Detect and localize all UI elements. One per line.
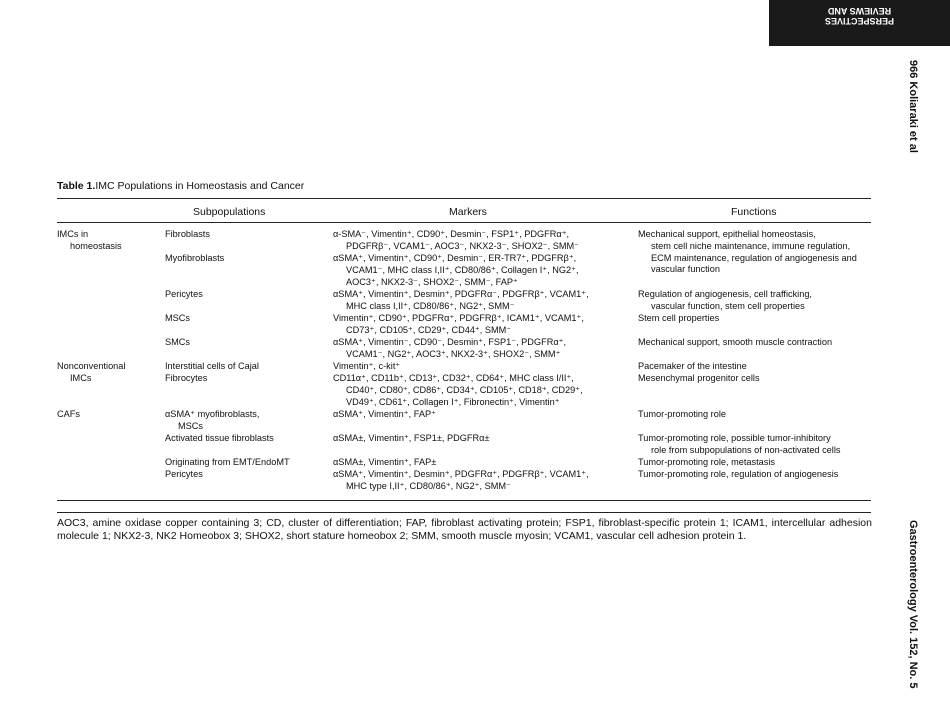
cell-line: Vimentin⁺, c-kit⁺	[333, 361, 401, 371]
cell-line: α-SMA⁻, Vimentin⁺, CD90⁺, Desmin⁻, FSP1⁺, PDGFRα⁺,	[333, 229, 570, 239]
cell-line: αSMA⁺, Vimentin⁺, Desmin⁺, PDGFRα⁺, PDGFRβ⁺, VCAM1⁺,	[333, 469, 589, 479]
subpopulation-cell	[165, 361, 259, 373]
markers-cell	[333, 229, 579, 253]
functions-cell	[638, 469, 838, 481]
markers-cell	[333, 373, 583, 408]
cell-line: αSMA±, Vimentin⁺, FAP±	[333, 457, 437, 467]
subpopulation-cell	[165, 229, 210, 241]
cell-line: MHC type I,II⁺, CD80/86⁺, NG2⁺, SMM⁻	[346, 480, 511, 491]
subpopulation-cell	[165, 289, 203, 301]
cell-line: Interstitial cells of Cajal	[165, 361, 259, 371]
section-tab-label: PERSPECTIVES REVIEWS AND	[824, 6, 895, 26]
section-tab	[769, 0, 950, 46]
markers-cell	[333, 409, 436, 421]
cell-line: CD40⁺, CD80⁺, CD86⁺, CD34⁺, CD105⁺, CD18⁺, CD29⁺,	[346, 384, 583, 395]
table-top-rule	[57, 198, 871, 199]
cell-line: Stem cell properties	[638, 313, 720, 323]
cell-line: role from subpopulations of non-activated cells	[651, 444, 841, 455]
cell-line: Originating from EMT/EndoMT	[165, 457, 290, 467]
functions-cell	[638, 433, 840, 457]
cell-line: αSMA⁺, Vimentin⁺, FAP⁺	[333, 409, 436, 419]
cell-line: αSMA⁺, Vimentin⁺, CD90⁺, Desmin⁻, ER-TR7⁺, PDGFRβ⁺,	[333, 253, 577, 263]
cell-line: IMCs	[70, 372, 92, 383]
functions-cell	[638, 409, 726, 421]
group-cell	[57, 229, 122, 253]
subpopulation-cell	[165, 253, 224, 265]
group-cell	[57, 409, 80, 421]
functions-cell	[638, 457, 775, 469]
table-caption	[57, 180, 304, 192]
cell-line: vascular function, stem cell properties	[651, 300, 805, 311]
cell-line: VD49⁺, CD61⁺, Collagen I⁺, Fibronectin⁺, Vimentin⁺	[346, 396, 560, 407]
caption-title: IMC Populations in Homeostasis and Cancer	[95, 180, 305, 192]
cell-line: Pericytes	[165, 289, 203, 299]
cell-line: Fibroblasts	[165, 229, 210, 239]
cell-line: Tumor-promoting role, regulation of angiogenesis	[638, 469, 839, 479]
header-rule	[57, 222, 871, 223]
cell-line: αSMA±, Vimentin⁺, FSP1±, PDGFRα±	[333, 433, 490, 443]
subpopulation-cell	[165, 337, 190, 349]
header-functions: Functions	[731, 206, 777, 218]
functions-cell	[638, 373, 760, 385]
subpopulation-cell	[165, 469, 203, 481]
cell-line: Tumor-promoting role	[638, 409, 726, 419]
cell-line: VCAM1⁻, NG2⁺, AOC3⁺, NKX2-3⁺, SHOX2⁻, SMM⁺	[346, 348, 561, 359]
cell-line: CD11α⁺, CD11b⁺, CD13⁺, CD32⁺, CD64⁺, MHC class I/II⁺,	[333, 373, 574, 383]
cell-line: CAFs	[57, 409, 80, 419]
functions-cell	[638, 361, 747, 373]
cell-line: Pericytes	[165, 469, 203, 479]
header-subpopulations: Subpopulations	[193, 206, 266, 218]
cell-line: Activated tissue fibroblasts	[165, 433, 274, 443]
cell-line: Tumor-promoting role, metastasis	[638, 457, 776, 467]
cell-line: Mesenchymal progenitor cells	[638, 373, 760, 383]
markers-cell	[333, 313, 584, 337]
subpopulation-cell	[165, 433, 274, 445]
cell-line: CD73⁺, CD105⁺, CD29⁺, CD44⁺, SMM⁻	[346, 324, 512, 335]
table-footnote: AOC3, amine oxidase copper containing 3; CD, cluster of differentiation; FAP, fibroblast activating protein; FSP1, fibroblast-specific protein 1; ICAM1, intercellular adhesion molecule 1; NKX2-3, NK2 Homeobox 3; SHOX2, short stature homeobox 2; SMM, smooth muscle myosin; VCAM1, vascular cell adhesion protein 1.	[57, 517, 872, 542]
cell-line: AOC3⁺, NKX2-3⁻, SHOX2⁻, SMM⁻, FAP⁺	[346, 276, 518, 287]
cell-line: Mechanical support, epithelial homeostasis,	[638, 229, 816, 239]
subpopulation-cell	[165, 373, 207, 385]
functions-cell	[638, 229, 857, 276]
cell-line: Regulation of angiogenesis, cell trafficking,	[638, 289, 812, 299]
cell-line: PDGFRβ⁻, VCAM1⁻, AOC3⁻, NKX2-3⁻, SHOX2⁻, SMM⁻	[346, 240, 579, 251]
markers-cell	[333, 457, 436, 469]
cell-line: Nonconventional	[57, 361, 126, 371]
cell-line: MSCs	[165, 313, 191, 323]
header-markers: Markers	[449, 206, 487, 218]
cell-line: Tumor-promoting role, possible tumor-inhibitory	[638, 433, 831, 443]
cell-line: αSMA⁺ myofibroblasts,	[165, 409, 260, 419]
subpopulation-cell	[165, 457, 290, 469]
cell-line: VCAM1⁻, MHC class I,II⁺, CD80/86⁺, Collagen I⁺, NG2⁺,	[346, 264, 579, 275]
cell-line: Fibrocytes	[165, 373, 208, 383]
cell-line: αSMA⁺, Vimentin⁺, Desmin⁺, PDGFRα⁻, PDGFRβ⁺, VCAM1⁺,	[333, 289, 589, 299]
subpopulation-cell	[165, 409, 259, 433]
footnote-rule	[57, 512, 871, 513]
cell-line: Vimentin⁺, CD90⁺, PDGFRα⁺, PDGFRβ⁺, ICAM1⁺, VCAM1⁺,	[333, 313, 584, 323]
cell-line: IMCs in	[57, 229, 89, 239]
cell-line: SMCs	[165, 337, 191, 347]
cell-line: Mechanical support, smooth muscle contraction	[638, 337, 833, 347]
cell-line: Pacemaker of the intestine	[638, 361, 747, 371]
cell-line: stem cell niche maintenance, immune regulation,	[651, 240, 851, 251]
cell-line: αSMA⁺, Vimentin⁻, CD90⁻, Desmin⁺, FSP1⁻, PDGFRα⁺,	[333, 337, 567, 347]
cell-line: Myofibroblasts	[165, 253, 225, 263]
functions-cell	[638, 337, 832, 349]
cell-line: MSCs	[178, 420, 204, 431]
markers-cell	[333, 337, 566, 361]
journal-citation: Gastroenterology Vol. 152, No. 5	[907, 520, 919, 689]
functions-cell	[638, 289, 812, 313]
caption-label: Table 1.	[57, 180, 96, 192]
subpopulation-cell	[165, 313, 190, 325]
markers-cell	[333, 433, 490, 445]
functions-cell	[638, 313, 719, 325]
group-cell	[57, 361, 125, 385]
markers-cell	[333, 289, 589, 313]
cell-line: homeostasis	[70, 240, 122, 251]
markers-cell	[333, 361, 400, 373]
markers-cell	[333, 469, 589, 493]
page-number-author: 966 Koliaraki et al	[907, 60, 919, 153]
cell-line: vascular function	[651, 264, 720, 275]
table-bottom-rule	[57, 500, 871, 501]
cell-line: MHC class I,II⁺, CD80/86⁺, NG2⁺, SMM⁻	[346, 300, 515, 311]
cell-line: ECM maintenance, regulation of angiogenesis and	[651, 252, 857, 263]
markers-cell	[333, 253, 579, 288]
